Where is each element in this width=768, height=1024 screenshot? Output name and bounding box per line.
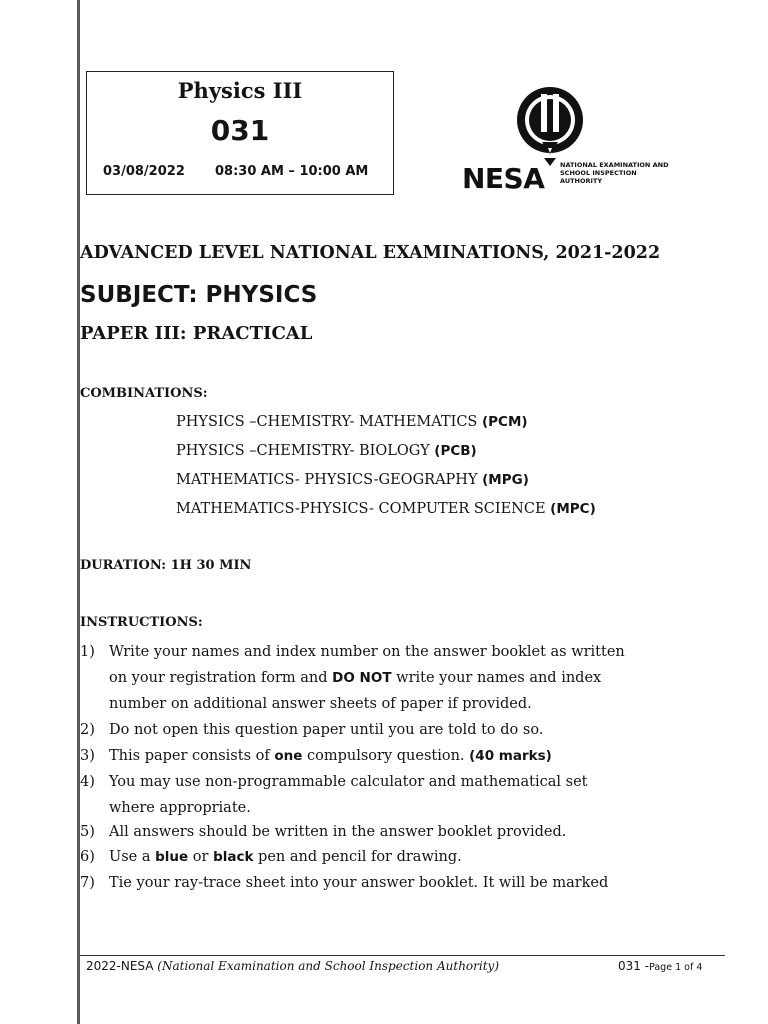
footer-divider <box>80 955 725 956</box>
combination-item: MATHEMATICS-PHYSICS- COMPUTER SCIENCE (MPC) <box>176 501 596 517</box>
paper-heading: PAPER III: PRACTICAL <box>80 323 313 344</box>
footer-page-number: 031 -Page 1 of 4 <box>618 959 703 973</box>
instructions-label: INSTRUCTIONS: <box>80 615 203 630</box>
combination-item: PHYSICS –CHEMISTRY- BIOLOGY (PCB) <box>176 443 477 459</box>
instruction-line: Use a blue or black pen and pencil for drawing. <box>109 849 462 865</box>
paper-title: Physics III <box>177 78 303 103</box>
instruction-line: You may use non-programmable calculator and mathematical set <box>109 774 588 790</box>
exam-time: 08:30 AM – 10:00 AM <box>215 164 369 179</box>
instruction-number: 4) <box>80 774 95 790</box>
instruction-number: 1) <box>80 644 95 660</box>
exam-date: 03/08/2022 <box>103 164 185 179</box>
exam-header-box <box>86 71 394 195</box>
combination-item: MATHEMATICS- PHYSICS-GEOGRAPHY (MPG) <box>176 472 529 488</box>
subject-heading: SUBJECT: PHYSICS <box>80 282 318 308</box>
instruction-number: 5) <box>80 824 95 840</box>
combinations-label: COMBINATIONS: <box>80 386 208 401</box>
instruction-line: This paper consists of one compulsory question. (40 marks) <box>109 748 552 764</box>
tagline-line: AUTHORITY <box>560 177 603 185</box>
tagline-line: SCHOOL INSPECTION <box>560 169 637 177</box>
instruction-line: Tie your ray-trace sheet into your answer booklet. It will be marked <box>109 875 609 891</box>
duration-label: DURATION: 1H 30 MIN <box>80 558 252 573</box>
instruction-line: number on additional answer sheets of paper if provided. <box>109 696 532 712</box>
nesa-tagline <box>560 161 690 185</box>
instruction-line: where appropriate. <box>109 800 251 816</box>
instruction-line: Write your names and index number on the answer booklet as written <box>109 644 625 660</box>
instruction-number: 7) <box>80 875 95 891</box>
instruction-line: All answers should be written in the answer booklet provided. <box>109 824 567 840</box>
paper-code: 031 <box>210 114 270 147</box>
binding-margin-line <box>77 0 80 1024</box>
instruction-number: 3) <box>80 748 95 764</box>
nesa-logo-icon <box>510 84 590 166</box>
exam-title: ADVANCED LEVEL NATIONAL EXAMINATIONS, 2021-2022 <box>80 243 661 263</box>
tagline-line: NATIONAL EXAMINATION AND <box>560 161 669 169</box>
combination-item: PHYSICS –CHEMISTRY- MATHEMATICS (PCM) <box>176 414 528 430</box>
instruction-number: 6) <box>80 849 95 865</box>
nesa-logo-text: NESA <box>462 162 545 195</box>
instruction-line: Do not open this question paper until you are told to do so. <box>109 722 544 738</box>
instruction-line: on your registration form and DO NOT write your names and index <box>109 670 602 686</box>
footer-authority: 2022-NESA (National Examination and School Inspection Authority) <box>86 959 499 973</box>
instruction-number: 2) <box>80 722 95 738</box>
